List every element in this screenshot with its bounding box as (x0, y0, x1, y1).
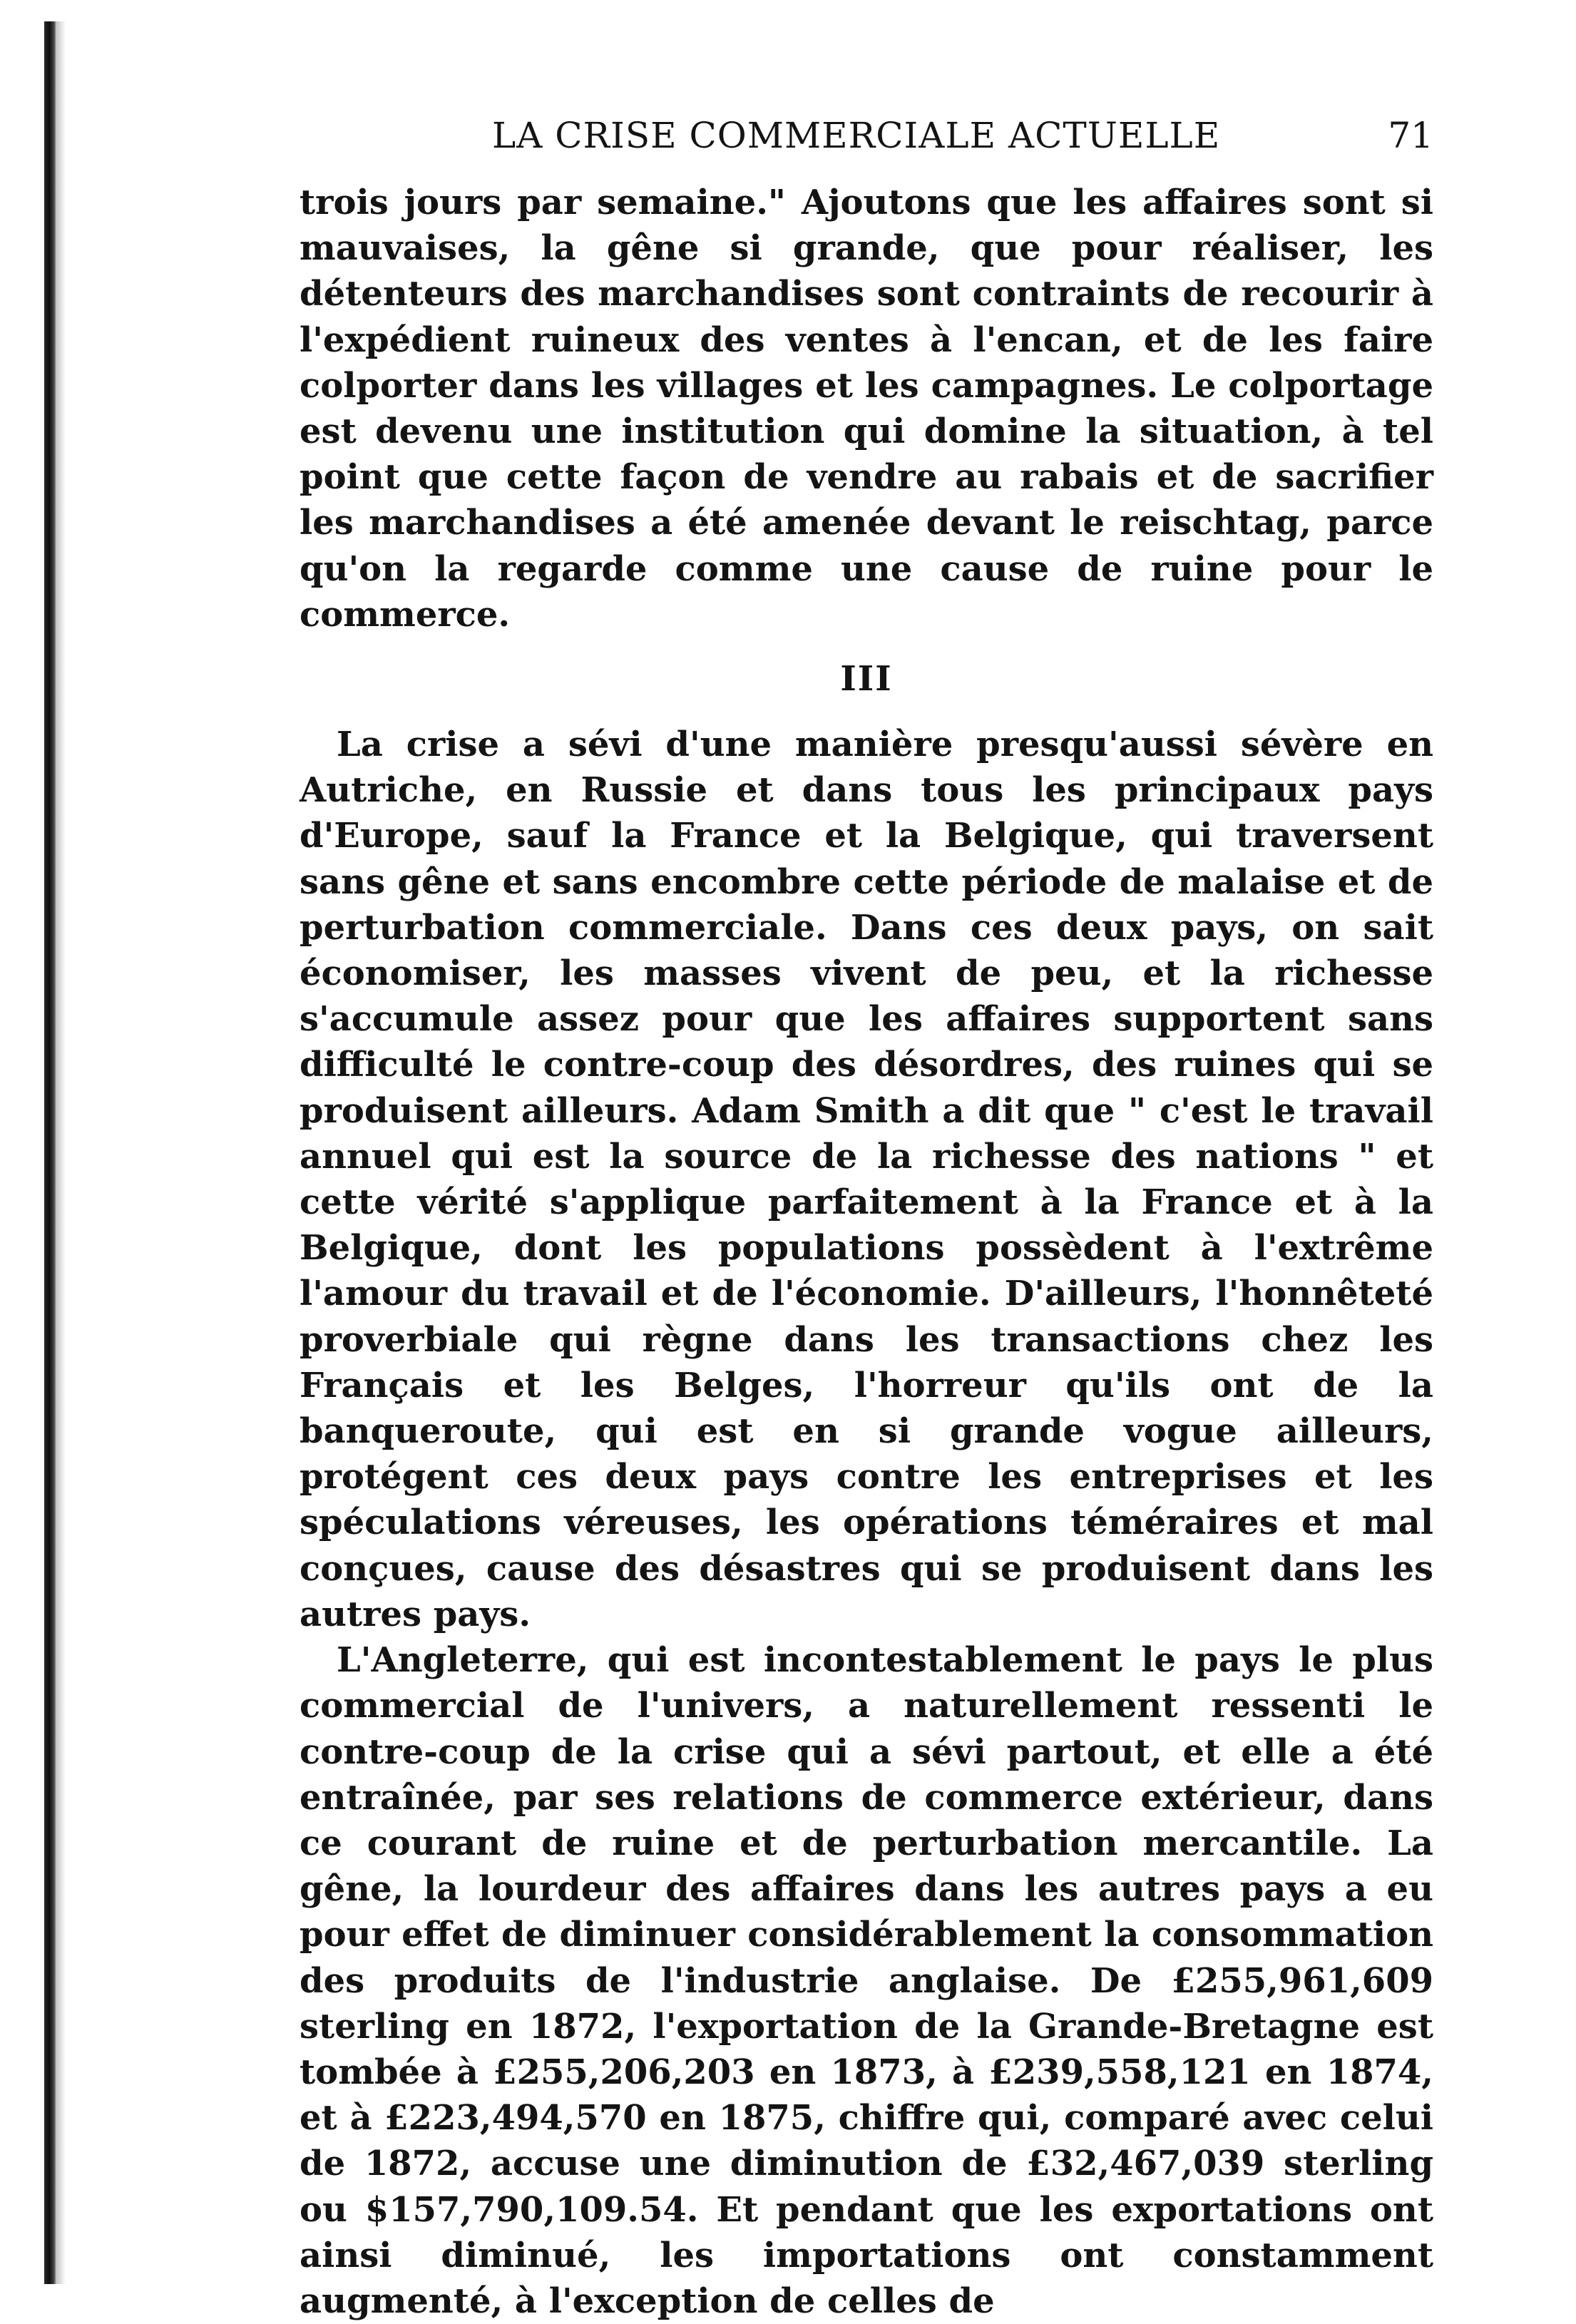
section-heading: III (840, 659, 893, 700)
paragraph-continued: trois jours par semaine." Ajoutons que les affaires sont si mauvaises, la gêne si grande, que pour réaliser, les détenteurs des marchandises sont contraints de recourir à l'expédient ruineux des ventes à l'encan, et de les faire colporter dans les villages et les campagnes. Le colportage est devenu une institution qui domine la situation, à tel point que cette façon de vendre au rabais et de sacrifier les marchandises a été amenée devant le reischtag, parce qu'on la regarde comme une cause de ruine pour le commerce. (300, 183, 1433, 635)
binding-shadow (56, 21, 66, 2284)
body-text (300, 180, 1433, 2324)
page-binding-edge (44, 21, 56, 2284)
paragraph-crisis-europe: La crise a sévi d'une manière presqu'aussi sévère en Autriche, en Russie et dans tous les principaux pays d'Europe, sauf la France et la Belgique, qui traversent sans gêne et sans encombre cette période de malaise et de perturbation commerciale. Dans ces deux pays, on sait économiser, les masses vivent de peu, et la richesse s'accumule assez pour que les affaires supportent sans difficulté le contre-coup des désordres, des ruines qui se produisent ailleurs. Adam Smith a dit que " c'est le travail annuel qui est la source de la richesse des nations " et cette vérité s'applique parfaitement à la France et à la Belgique, dont les populations possèdent à l'extrême l'amour du travail et de l'économie. D'ailleurs, l'honnêteté proverbiale qui règne dans les transactions chez les Français et les Belges, l'horreur qu'ils ont de la banqueroute, qui est en si grande vogue ailleurs, protégent ces deux pays contre les entreprises et les spéculations véreuses, les opérations téméraires et mal conçues, cause des désastres qui se produisent dans les autres pays. (300, 725, 1433, 1634)
paragraph-england: L'Angleterre, qui est incontestablement le pays le plus commercial de l'univers, a naturellement ressenti le contre-coup de la crise qui a sévi partout, et elle a été entraînée, par ses relations de commerce extérieur, dans ce courant de ruine et de perturbation mercantile. La gêne, la lourdeur des affaires dans les autres pays a eu pour effet de diminuer considérablement la consommation des produits de l'industrie anglaise. De £255,961,609 sterling en 1872, l'exportation de la Grande-Bretagne est tombée à £255,206,203 en 1873, à £239,558,121 en 1874, et à £223,494,570 en 1875, chiffre qui, comparé avec celui de 1872, accuse une diminution de £32,467,039 sterling ou $157,790,109.54. Et pendant que les exportations ont ainsi diminué, les importations ont constamment augmenté, à l'exception de celles de (300, 1640, 1433, 2321)
running-title: LA CRISE COMMERCIALE ACTUELLE (492, 115, 1221, 156)
page-number: 71 (1388, 115, 1433, 156)
running-header (300, 107, 1433, 164)
